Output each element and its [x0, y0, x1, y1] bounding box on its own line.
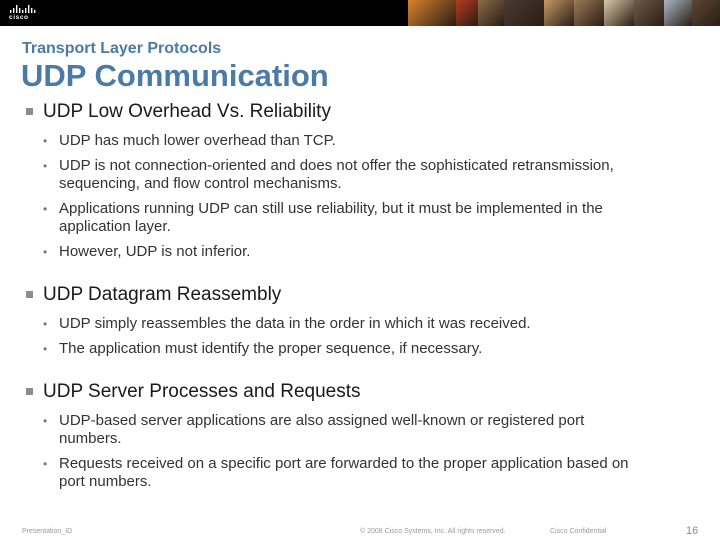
person-photo-8 [692, 0, 720, 26]
section-heading-text: UDP Low Overhead Vs. Reliability [43, 101, 331, 122]
bullet-item [0, 455, 629, 491]
slide-content [0, 98, 720, 491]
bullet-item-text: UDP has much lower overhead than TCP. [59, 132, 336, 149]
bullet-item-text: Requests received on a specific port are forwarded to the proper application based on port numbers. [59, 455, 629, 490]
cisco-bars-icon [9, 4, 41, 14]
abstract-orange-texture [408, 0, 456, 26]
bullet-item-text: Applications running UDP can still use reliability, but it must be implemented in the application layer. [59, 200, 603, 235]
header-bar [0, 0, 720, 26]
footer-presentation-id: Presentation_ID [22, 528, 73, 535]
person-photo-6 [634, 0, 664, 26]
slide-footer [0, 527, 720, 539]
person-photo-7 [664, 0, 692, 26]
round-bullet-icon: • [43, 245, 48, 259]
bullet-item [0, 200, 629, 236]
section-heading-text: UDP Datagram Reassembly [43, 284, 282, 305]
square-bullet-icon [26, 108, 33, 115]
slide-title: UDP Communication [21, 58, 329, 93]
square-bullet-icon [26, 388, 33, 395]
bullet-item-text: UDP-based server applications are also assigned well-known or registered port numbers. [59, 412, 585, 447]
round-bullet-icon: • [43, 457, 48, 471]
person-photo-2 [504, 0, 544, 26]
bullet-item [0, 157, 629, 193]
bullet-item-text: UDP is not connection-oriented and does not offer the sophisticated retransmission, sequencing, and flow control mechanisms. [59, 157, 614, 192]
person-photo-5 [604, 0, 634, 26]
footer-confidential: Cisco Confidential [550, 528, 607, 535]
round-bullet-icon: • [43, 317, 48, 331]
round-bullet-icon: • [43, 134, 48, 148]
cisco-logo [9, 4, 41, 22]
round-bullet-icon: • [43, 202, 48, 216]
footer-copyright: © 2008 Cisco Systems, Inc. All rights reserved. [360, 528, 506, 535]
bullet-item [0, 243, 629, 261]
person-photo-4 [574, 0, 604, 26]
bullet-section [0, 98, 720, 261]
bullet-item-text: However, UDP is not inferior. [59, 243, 251, 260]
section-heading [0, 378, 720, 405]
bullet-section [0, 281, 720, 358]
footer-page-number: 16 [686, 525, 699, 537]
bullet-section [0, 378, 720, 491]
bullet-item [0, 132, 629, 150]
abstract-red-texture [456, 0, 478, 26]
bullet-item-text: UDP simply reassembles the data in the order in which it was received. [59, 315, 531, 332]
section-heading [0, 281, 720, 308]
header-photo-strip [408, 0, 720, 26]
cisco-wordmark: cisco [9, 14, 29, 21]
bullet-item-text: The application must identify the proper sequence, if necessary. [59, 340, 483, 357]
bullet-item [0, 412, 629, 448]
bullet-item [0, 340, 629, 358]
slide-subtitle: Transport Layer Protocols [22, 40, 222, 57]
person-photo-3 [544, 0, 574, 26]
square-bullet-icon [26, 291, 33, 298]
bullet-item [0, 315, 629, 333]
round-bullet-icon: • [43, 342, 48, 356]
round-bullet-icon: • [43, 159, 48, 173]
section-heading-text: UDP Server Processes and Requests [43, 381, 361, 402]
person-photo-1 [478, 0, 504, 26]
round-bullet-icon: • [43, 414, 48, 428]
section-heading [0, 98, 720, 125]
